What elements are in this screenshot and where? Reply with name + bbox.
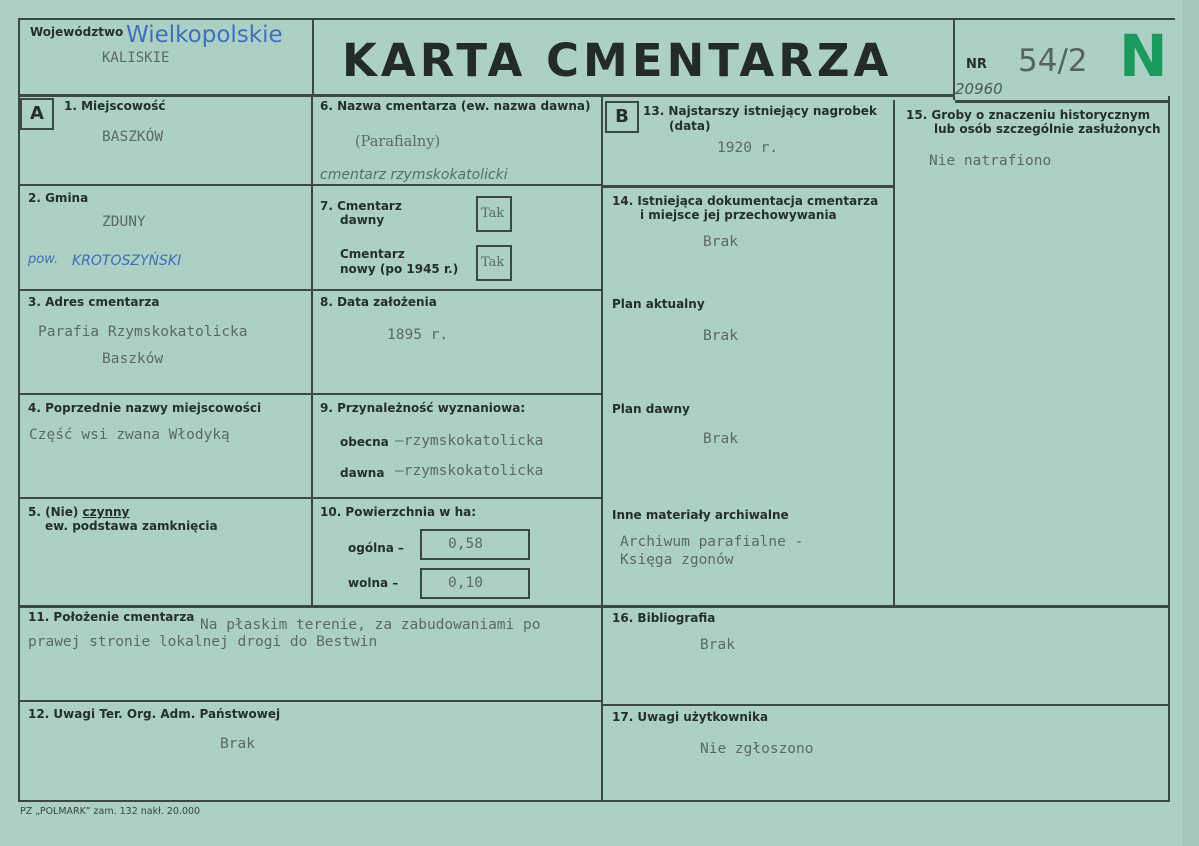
nr-label: NR	[966, 57, 987, 72]
row-rule-4	[18, 497, 601, 499]
frame-left	[18, 18, 20, 802]
voivodeship-label: Województwo	[30, 25, 124, 39]
other-materials-line2: Księga zgonów	[620, 552, 734, 568]
nr-letter-marker: N	[1119, 22, 1168, 90]
plan-old-value: Brak	[703, 431, 738, 447]
row-rule-6	[18, 700, 601, 702]
field-10-wolna-box	[420, 568, 530, 599]
nr-subnumber: 20960	[955, 80, 1003, 98]
field-13-value: 1920 r.	[717, 140, 779, 156]
voivodeship-typed: KALISKIE	[102, 50, 170, 66]
field-10-wolna-value: 0,10	[448, 575, 483, 591]
row-rule-2	[18, 289, 601, 291]
field-7-nowy-value: Tak	[481, 255, 505, 270]
field-15-label-1: 15. Groby o znaczeniu historycznym	[906, 108, 1151, 122]
field-1-label: 1. Miejscowość	[64, 99, 166, 113]
row-rule-3	[18, 393, 601, 395]
frame-bottom	[18, 800, 1168, 802]
plan-current-label: Plan aktualny	[612, 297, 705, 311]
field-15-value: Nie natrafiono	[929, 153, 1052, 169]
plan-old-label: Plan dawny	[612, 402, 690, 416]
field-11-label: 11. Położenie cmentarza	[28, 610, 195, 624]
field-9-obecna-label: obecna	[340, 435, 389, 449]
field-9-dawna-label: dawna	[340, 466, 385, 480]
field-4-value: Część wsi zwana Włodyką	[29, 427, 230, 443]
field-17-label: 17. Uwagi użytkownika	[612, 710, 769, 724]
field-16-value: Brak	[700, 637, 735, 653]
field-1-value: BASZKÓW	[102, 129, 164, 145]
field-3-label: 3. Adres cmentarza	[28, 295, 160, 309]
field-5-label-line2: ew. podstawa zamknięcia	[45, 519, 218, 533]
field-6-handwritten: cmentarz rzymskokatolicki	[320, 167, 508, 183]
field-7-nowy-label-1: Cmentarz	[340, 247, 405, 261]
field-13-label-2: (data)	[669, 119, 711, 133]
printer-imprint: PZ „POLMARK” zam. 132 nakł. 20.000	[20, 806, 201, 817]
field-12-label: 12. Uwagi Ter. Org. Adm. Państwowej	[28, 707, 281, 721]
frame-right	[1168, 96, 1170, 802]
field-8-label: 8. Data założenia	[320, 295, 437, 309]
field-3-line2: Baszków	[102, 351, 164, 367]
field-11-line2: prawej stronie lokalnej drogi do Bestwin	[28, 634, 378, 650]
field-5-label-line1	[28, 505, 129, 519]
field-10-ogolna-box	[420, 529, 530, 560]
field-5-label-prefix: 5. (Nie)	[28, 505, 83, 519]
field-2-value: ZDUNY	[102, 214, 146, 230]
field-14-label-2: i miejsce jej przechowywania	[640, 208, 837, 222]
field-3-line1: Parafia Rzymskokatolicka	[38, 324, 248, 340]
field-15-label-2: lub osób szczególnie zasłużonych	[934, 122, 1161, 136]
section-a-badge: A	[20, 98, 54, 130]
field-4-label: 4. Poprzednie nazwy miejscowości	[28, 401, 262, 415]
row-rule-b	[603, 185, 893, 188]
field-10-wolna-label: wolna –	[348, 576, 399, 590]
field-12-value: Brak	[220, 736, 255, 752]
row-rule-7	[601, 704, 1168, 706]
field-2-pow-prefix: pow.	[28, 252, 59, 267]
field-5-label-czynny: czynny	[82, 505, 130, 519]
field-10-ogolna-label: ogólna –	[348, 541, 405, 555]
field-2-pow-value: KROTOSZYŃSKI	[72, 253, 182, 269]
frame-top	[18, 18, 1175, 20]
field-7-dawny-box	[476, 196, 512, 232]
field-6-label: 6. Nazwa cmentarza (ew. nazwa dawna)	[320, 99, 591, 113]
nr-value: 54/2	[1018, 43, 1088, 79]
field-17-value: Nie zgłoszono	[700, 741, 814, 757]
field-7-dawny-value: Tak	[481, 206, 505, 221]
field-14-value: Brak	[703, 234, 738, 250]
voivodeship-handwritten: Wielkopolskie	[126, 22, 283, 48]
field-11-line1: Na płaskim terenie, za zabudowaniami po	[200, 617, 541, 633]
field-13-label-1: 13. Najstarszy istniejący nagrobek	[643, 104, 877, 118]
field-9-label: 9. Przynależność wyznaniowa:	[320, 401, 526, 415]
card-edge	[1182, 0, 1199, 846]
header-div-1	[312, 18, 314, 96]
field-6-value: (Parafialny)	[355, 134, 441, 150]
card-title: KARTA CMENTARZA	[342, 34, 893, 87]
field-7-dawny-label-2: dawny	[340, 213, 385, 227]
col-div-2	[601, 95, 603, 802]
row-rule-5	[18, 605, 1168, 608]
field-7-nowy-label-2: nowy (po 1945 r.)	[340, 262, 459, 276]
header-nr-rule	[955, 100, 1170, 103]
field-16-label: 16. Bibliografia	[612, 611, 716, 625]
field-2-label: 2. Gmina	[28, 191, 89, 205]
section-b-badge: B	[605, 101, 639, 133]
col-div-1	[311, 95, 313, 607]
plan-current-value: Brak	[703, 328, 738, 344]
field-8-value: 1895 r.	[387, 327, 449, 343]
field-7-dawny-label-1: 7. Cmentarz	[320, 199, 402, 213]
field-9-obecna-value: –rzymskokatolicka	[395, 433, 544, 449]
field-10-ogolna-value: 0,58	[448, 536, 483, 552]
field-9-dawna-value: –rzymskokatolicka	[395, 463, 544, 479]
field-14-label-1: 14. Istniejąca dokumentacja cmentarza	[612, 194, 879, 208]
other-materials-line1: Archiwum parafialne -	[620, 534, 804, 550]
header-bottom-rule	[18, 94, 955, 97]
col-div-3	[893, 100, 895, 607]
field-10-label: 10. Powierzchnia w ha:	[320, 505, 477, 519]
other-materials-label: Inne materiały archiwalne	[612, 508, 789, 522]
row-rule-1	[18, 184, 601, 186]
field-7-nowy-box	[476, 245, 512, 281]
